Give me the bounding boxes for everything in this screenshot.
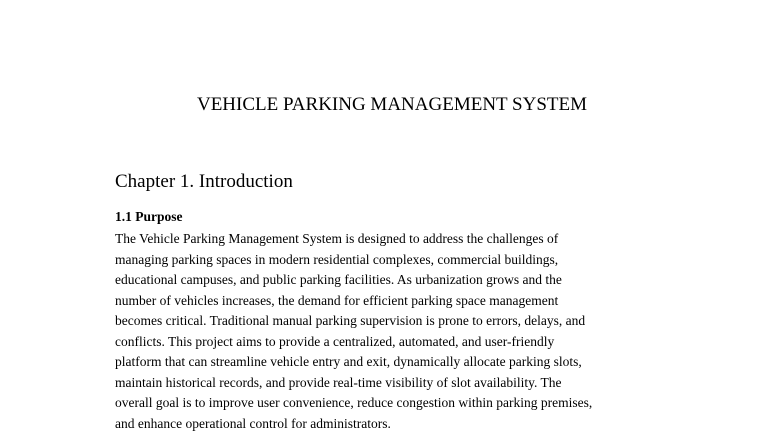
paragraph-line: platform that can streamline vehicle entry and exit, dynamically allocate parking slots, [115,354,582,369]
paragraph-line: educational campuses, and public parking facilities. As urbanization grows and the [115,272,562,287]
paragraph-line: overall goal is to improve user convenience, reduce congestion within parking premises, [115,395,593,410]
paragraph-line: managing parking spaces in modern residential complexes, commercial buildings, [115,251,559,267]
paragraph-line: becomes critical. Traditional manual parking supervision is prone to errors, delays, and [115,313,586,328]
paragraph-line: The Vehicle Parking Management System is designed to address the challenges of [115,231,559,246]
chapter-heading: Chapter 1. Introduction [115,171,293,192]
paragraph-line: maintain historical records, and provide real-time visibility of slot availability. The [115,374,562,390]
paragraph-line: conflicts. This project aims to provide a centralized, automated, and user-friendly [115,333,555,349]
paragraph-line: and enhance operational control for administrators. [115,415,391,431]
paragraph-line: number of vehicles increases, the demand for efficient parking space management [115,292,559,308]
section-heading: 1.1 Purpose [115,209,183,224]
purpose-paragraph [115,229,675,434]
document-title: VEHICLE PARKING MANAGEMENT SYSTEM [196,94,588,115]
